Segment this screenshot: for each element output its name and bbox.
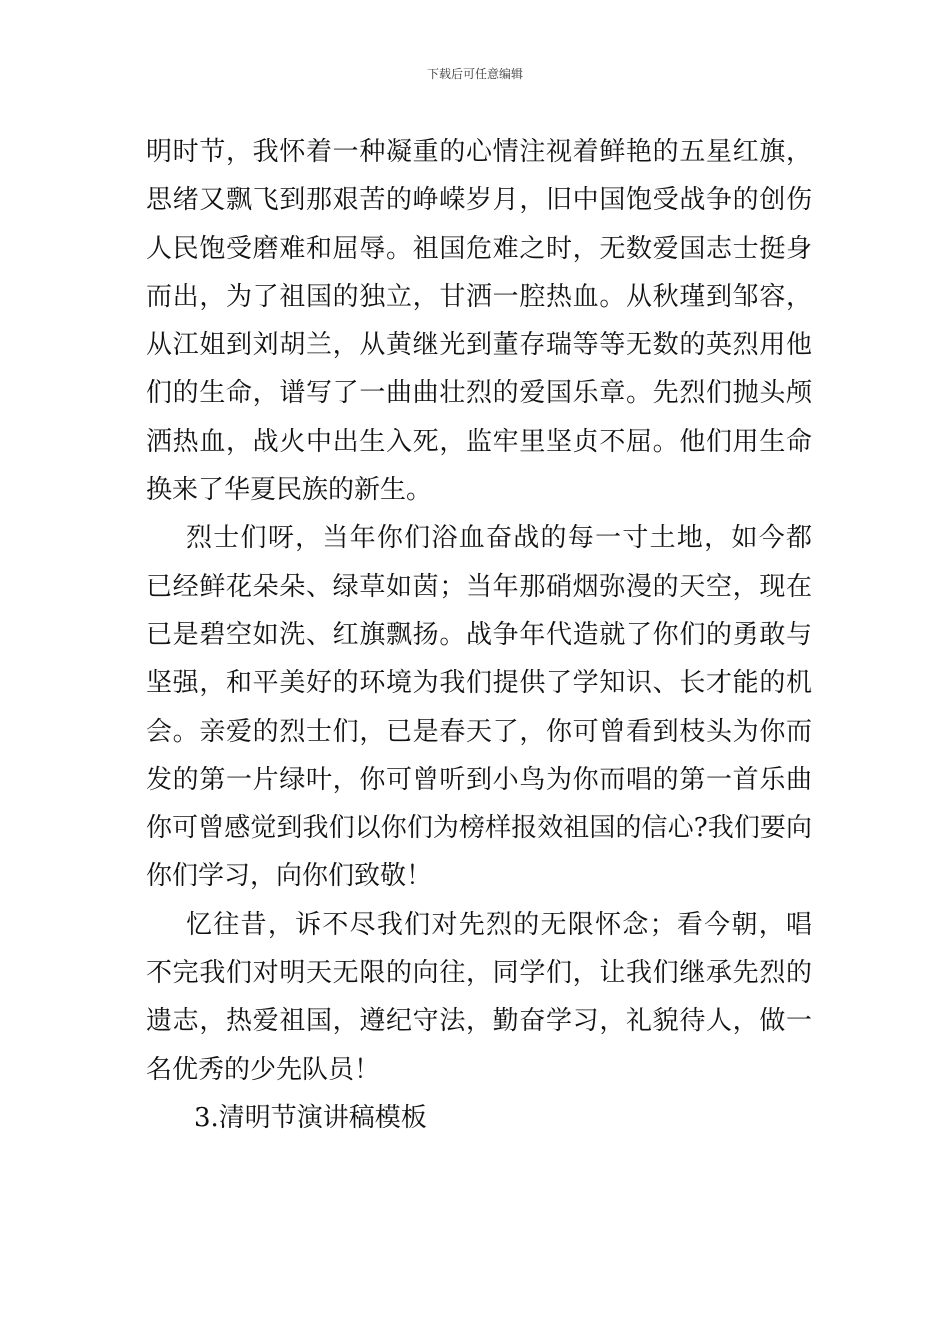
text-line: 遗志，热爱祖国，遵纪守法，勤奋学习，礼貌待人，做一 (146, 1006, 812, 1037)
text-line: 发的第一片绿叶，你可曾听到小鸟为你而唱的第一首乐曲 (146, 764, 812, 795)
text-line: 明时节，我怀着一种凝重的心情注视着鲜艳的五星红旗， (146, 137, 812, 167)
paragraph-3 (146, 901, 812, 1094)
text-line: 换来了华夏民族的新生。 (146, 475, 433, 506)
text-line: 思绪又飘飞到那艰苦的峥嵘岁月，旧中国饱受战争的创伤 (146, 185, 812, 216)
text-line: 名优秀的少先队员！ (146, 1054, 381, 1085)
paragraph-2 (146, 514, 812, 900)
text-line: 洒热血，战火中出生入死，监牢里坚贞不屈。他们用生命 (146, 426, 812, 457)
text-line: 从江姐到刘胡兰，从黄继光到董存瑞等等无数的英烈用他 (146, 330, 812, 361)
text-line: 忆往昔，诉不尽我们对先烈的无限怀念；看今朝，唱 (186, 909, 812, 940)
text-line: 不完我们对明天无限的向往，同学们，让我们继承先烈的 (146, 958, 812, 989)
text-line: 坚强，和平美好的环境为我们提供了学知识、长才能的机 (146, 668, 812, 699)
paragraph-1 (146, 128, 812, 514)
text-line: 已是碧空如洗、红旗飘扬。战争年代造就了你们的勇敢与 (146, 619, 812, 650)
text-line: 已经鲜花朵朵、绿草如茵；当年那硝烟弥漫的天空，现在 (146, 571, 812, 602)
body-text (146, 128, 812, 1142)
text-line: 烈士们呀，当年你们浴血奋战的每一寸土地，如今都 (186, 523, 812, 554)
text-line: 们的生命，谱写了一曲曲壮烈的爱国乐章。先烈们抛头颅 (146, 378, 812, 409)
text-line: 而出，为了祖国的独立，甘洒一腔热血。从秋瑾到邹容， (146, 281, 812, 312)
section-heading: 3.清明节演讲稿模板 (194, 1102, 427, 1133)
text-line: 会。亲爱的烈士们，已是春天了，你可曾看到枝头为你而 (146, 716, 812, 747)
page-header: 下载后可任意编辑 (426, 67, 523, 81)
text-line: 你们学习，向你们致敬！ (146, 861, 433, 892)
text-line: 人民饱受磨难和屈辱。祖国危难之时，无数爱国志士挺身 (146, 233, 812, 264)
text-line: 你可曾感觉到我们以你们为榜样报效祖国的信心?我们要向 (146, 813, 812, 844)
